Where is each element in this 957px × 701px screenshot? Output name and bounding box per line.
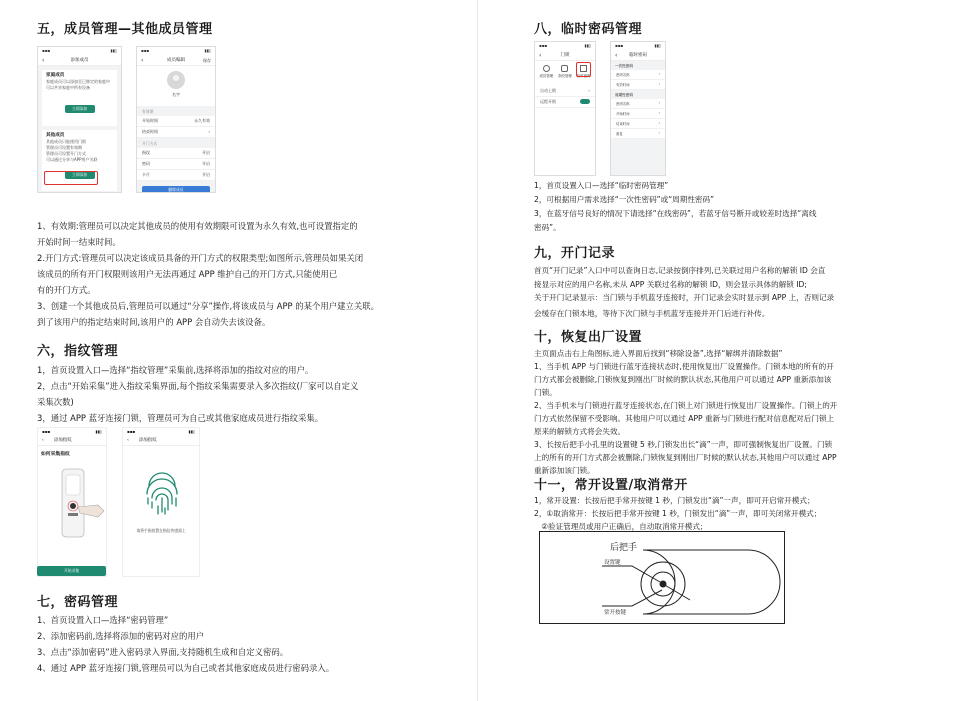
chevron-right-icon: › <box>658 72 660 76</box>
chevron-right-icon: › <box>658 131 660 135</box>
row-label: 远程开锁 <box>540 99 556 104</box>
card-line: 家庭成员可以添加至已绑定的家庭中 <box>46 79 110 84</box>
section-label: 有效期 <box>142 109 154 114</box>
status-bar: ▪▪▪ ▮▮▯ <box>535 42 595 50</box>
row-value: 开启 <box>202 172 210 177</box>
person-icon <box>173 75 179 81</box>
section-label: 开门方式 <box>142 141 158 146</box>
family-member-card <box>42 70 117 126</box>
right-page <box>479 0 957 701</box>
paragraph-line: 采集次数) <box>37 397 74 407</box>
entry-label: 临时密码 <box>576 74 591 78</box>
paragraph-line: 密码”。 <box>534 223 561 232</box>
back-icon: ‹ <box>42 57 45 64</box>
start-time-row[interactable] <box>137 116 215 127</box>
section-8-body <box>534 179 816 235</box>
rear-handle-diagram <box>539 531 785 624</box>
screen-title: 门锁 <box>560 53 570 58</box>
periodic-repeat-row[interactable] <box>611 129 665 139</box>
back-icon: ‹ <box>127 438 129 443</box>
row-value: 永久有效 <box>194 118 210 123</box>
section-10-title: 十，恢复出厂设置 <box>534 330 643 345</box>
paragraph-line: 3、长按后把手小孔里的设置键 5 秒,门锁发出长“滴”一声，即可强制恢复出厂设置。门锁 <box>534 440 833 449</box>
nav-bar <box>137 55 215 66</box>
row-label: 重复 <box>616 132 623 136</box>
screen-title: 添加指纹 <box>138 438 157 443</box>
section-8-title: 八，临时密码管理 <box>534 22 643 37</box>
nav-bar <box>123 436 199 446</box>
section-6-body <box>37 362 358 426</box>
highlight-box <box>576 62 591 77</box>
avatar-area <box>137 66 215 106</box>
card-line: 管理员可设置有效期 <box>46 145 82 150</box>
row-label: 指纹 <box>142 150 150 155</box>
row-label: 结束时间 <box>616 122 630 126</box>
status-bar: ▪▪▪ ▮▮▯ <box>137 47 215 55</box>
back-icon: ‹ <box>615 52 618 59</box>
status-bar: ▪▪▪ ▮▮▯ <box>42 429 102 434</box>
row-label: 有效时间 <box>616 83 630 87</box>
paragraph-line: 1，首页设置入口—选择“指纹管理”采集前,选择将添加的指纹对应的用户。 <box>37 365 314 375</box>
fingerprint-management-entry[interactable] <box>558 65 572 78</box>
entry-label: 指纹管理 <box>558 74 572 78</box>
row-value: 开启 <box>202 150 210 155</box>
section-5-body <box>37 218 379 330</box>
paragraph-line: 到了该用户的指定结束时间,该用户的 APP 会自动失去该设备。 <box>37 317 271 327</box>
nav-bar <box>611 50 665 61</box>
section-11-title: 十一，常开设置/取消常开 <box>534 478 688 493</box>
section-10-body <box>534 347 837 477</box>
chevron-right-icon: › <box>658 82 660 86</box>
temp-password-screenshot <box>610 41 666 176</box>
paragraph-line: 关于开门记录显示：当门锁与手机蓝牙连接时，开门记录会实时显示到 APP 上，否则记录 <box>534 293 835 302</box>
paragraph-line: 2.开门方式:管理员可以决定该成员具备的开门方式的权限类型;如图所示,管理员如果关闭 <box>37 253 364 263</box>
add-family-member-button[interactable]: 立即添加 <box>65 105 95 113</box>
handle-drawing <box>540 532 786 625</box>
setting-key-label: 设置键 <box>604 560 621 566</box>
paragraph-line: 3、点击“添加密码”进入密码录入界面,支持随机生成和自定义密码。 <box>37 647 289 657</box>
card-line: 可以通过分享与APP用户关联 <box>46 157 98 162</box>
member-management-entry[interactable] <box>540 65 554 78</box>
auto-lock-row[interactable] <box>535 86 595 97</box>
paragraph-line: 1、有效期:管理员可以决定其他成员的使用有效期限可设置为永久有效,也可设置指定的 <box>37 221 358 231</box>
paragraph-line: 会缓存在门锁本地，等待下次门锁与手机蓝牙连接并开门后进行补传。 <box>534 308 770 318</box>
paragraph-line: 3，通过 APP 蓝牙连接门锁，管理员可为自己或其他家庭成员进行指纹采集。 <box>37 413 324 423</box>
chevron-right-icon: › <box>588 88 590 93</box>
fingerprint-guide-screenshot <box>37 427 107 577</box>
paragraph-line: 有的开门方式。 <box>37 285 96 295</box>
paragraph-line: 2、当手机未与门锁进行蓝牙连接状态,在门锁上对门锁进行恢复出厂设置操作。门锁上的开 <box>534 401 838 410</box>
back-icon: ‹ <box>141 57 144 64</box>
card-row[interactable] <box>137 170 215 181</box>
paragraph-line: ②验证管理员或用户正确后，自动取消常开模式； <box>534 522 708 531</box>
card-title: 其他成员 <box>46 133 65 138</box>
nav-bar <box>38 55 121 66</box>
paragraph-line: 首页“开门记录”入口中可以查询日志,记录按倒序排列,已关联过用户名称的解锁 ID 会直 <box>534 266 826 275</box>
paragraph-line: 门锁。 <box>534 388 557 397</box>
row-value: 开启 <box>202 161 210 166</box>
member-edit-screenshot <box>136 46 216 193</box>
fingerprint-entry-icon <box>561 65 568 72</box>
always-open-key-label: 常开按键 <box>604 610 627 616</box>
guide-heading: 如何采集指纹 <box>41 452 70 457</box>
chevron-right-icon: › <box>658 121 660 125</box>
card-line: 管理员可设置开门方式 <box>46 151 86 156</box>
paragraph-line: 1、当手机 APP 与门锁进行蓝牙连接状态时,使用恢复出厂设置操作。门锁本地的所有的开 <box>534 362 834 371</box>
periodic-name-row[interactable] <box>611 99 665 109</box>
paragraph-line: 门方式都会被删除,门锁恢复到刚出厂时候的默认状态,其他用户可以通过 APP 重新添加该 <box>534 375 832 384</box>
remote-unlock-row[interactable] <box>535 97 595 108</box>
once-name-row[interactable] <box>611 70 665 80</box>
section-label: 一次性密码 <box>615 64 633 68</box>
row-label: 卡片 <box>142 172 150 177</box>
section-7-title: 七，密码管理 <box>37 595 119 610</box>
paragraph-line: 开始时间一结束时间。 <box>37 237 121 247</box>
status-bar: ▪▪▪ ▮▮▯ <box>38 47 121 55</box>
section-7-body <box>37 612 334 676</box>
chevron-right-icon: › <box>658 101 660 105</box>
row-label: 自动上锁 <box>540 88 556 93</box>
card-line: 可以共享家庭中所有设备 <box>46 85 90 90</box>
toggle-switch[interactable] <box>580 99 590 104</box>
paragraph-line: 3，在蓝牙信号良好的情况下请选择“在线密码”，若蓝牙信号断开或较差时选择“离线 <box>534 209 817 218</box>
card-title: 家庭成员 <box>46 73 65 78</box>
paragraph-line: 接显示对应的用户名称,未从 APP 关联过名称的解锁 ID，则会显示具体的解锁 ID; <box>534 279 807 289</box>
nav-bar <box>38 436 106 446</box>
once-time-row[interactable] <box>611 80 665 90</box>
section-6-title: 六，指纹管理 <box>37 344 119 359</box>
row-label: 结束时间 <box>142 129 158 134</box>
avatar[interactable] <box>167 71 185 89</box>
card-line: 其他成员只能使用门锁 <box>46 139 86 144</box>
row-label: 密码名称 <box>616 102 630 106</box>
member-name: 名字 <box>172 92 180 97</box>
chevron-right-icon: › <box>658 111 660 115</box>
periodic-start-row[interactable] <box>611 109 665 119</box>
member-icon <box>543 65 550 72</box>
screen-title: 添加指纹 <box>53 438 72 443</box>
status-bar: ▪▪▪ ▮▮▯ <box>611 42 665 50</box>
paragraph-line: 1、首页设置入口—选择“密码管理” <box>37 615 169 625</box>
save-button[interactable]: 保存 <box>203 58 211 63</box>
screen-title: 临时密码 <box>629 53 647 58</box>
section-11-body <box>534 494 821 533</box>
status-bar: ▪▪▪ ▮▮▯ <box>127 429 195 434</box>
lock-hand-illustration <box>38 461 107 541</box>
paragraph-line: 3、创建一个其他成员后,管理员可以通过“分享”操作,将该成员与 APP 的某个用户建立关联。 <box>37 301 379 311</box>
chevron-right-icon: › <box>208 129 210 134</box>
section-5-title: 五，成员管理—其他成员管理 <box>37 22 213 37</box>
screen-title: 添加成员 <box>70 58 89 63</box>
left-page <box>0 0 478 701</box>
paragraph-line: 门方式依然保留不受影响。其他用户可以通过 APP 重新与门锁进行配对信息配对后门锁上 <box>534 414 835 423</box>
row-label: 密码 <box>142 161 150 166</box>
paragraph-line: 该成员的所有开门权限则该用户无法再通过 APP 维护自己的开门方式,只能使用已 <box>37 269 338 279</box>
row-label: 密码名称 <box>616 73 630 77</box>
capture-caption: 请将手指放置在指纹传感器上 <box>136 528 186 533</box>
row-label: 开始时间 <box>616 112 630 116</box>
section-label: 周期性密码 <box>615 93 633 97</box>
fingerprint-row[interactable] <box>137 148 215 159</box>
lock-home-screenshot <box>534 41 596 176</box>
delete-member-button[interactable]: 删除成员 <box>142 186 210 193</box>
password-row[interactable] <box>137 159 215 170</box>
screen-title: 成员编辑 <box>167 58 185 63</box>
periodic-end-row[interactable] <box>611 119 665 129</box>
back-icon: ‹ <box>42 438 44 443</box>
paragraph-line: 4、通过 APP 蓝牙连接门锁,管理员可以为自己或者其他家庭成员进行密码录入。 <box>37 663 335 673</box>
start-capture-button[interactable]: 开始采集 <box>37 566 106 576</box>
row-label: 开始时间 <box>142 118 158 123</box>
paragraph-line: 原来的解锁方式将会失效。 <box>534 427 626 436</box>
add-other-member-button[interactable]: 立即添加 <box>65 171 95 179</box>
paragraph-line: 重新添加该门锁。 <box>534 466 595 475</box>
section-9-title: 九，开门记录 <box>534 246 616 261</box>
paragraph-line: 2，可根据用户需求选择“一次性密码”或“周期性密码” <box>534 195 715 204</box>
fingerprint-capture-screenshot <box>122 427 200 577</box>
paragraph-line: 上的所有的开门方式都会被删除,门锁恢复到刚出厂时候的默认状态,其他用户可以通过 APP <box>534 453 837 462</box>
back-icon: ‹ <box>539 52 542 59</box>
highlight-box <box>44 171 98 185</box>
paragraph-line: 2、添加密码前,选择将添加的密码对应的用户 <box>37 631 205 641</box>
end-time-row[interactable] <box>137 127 215 138</box>
paragraph-line: 2，①取消常开：长按后把手常开按键 1 秒，门锁发出“滴”一声，即可关闭常开模式； <box>534 509 822 518</box>
paragraph-line: 1，首页设置入口—选择“临时密码管理” <box>534 181 669 190</box>
entry-label: 成员管理 <box>539 74 554 78</box>
paragraph-line: 1，常开设置：长按后把手常开按键 1 秒，门锁发出“滴”一声，即可开启常开模式； <box>534 496 815 505</box>
fingerprint-icon <box>123 464 200 524</box>
paragraph-line: 主页面点击右上角图标,进入界面后找到“移除设备”,选择“解绑并清除数据” <box>534 349 783 358</box>
section-9-body <box>534 264 834 320</box>
diagram-title: 后把手 <box>610 543 638 553</box>
nav-bar <box>535 50 595 61</box>
add-member-screenshot <box>37 46 122 193</box>
paragraph-line: 2，点击“开始采集”进入指纹采集界面,每个指纹采集需要录入多次指纹(厂家可以自定义 <box>37 381 359 391</box>
